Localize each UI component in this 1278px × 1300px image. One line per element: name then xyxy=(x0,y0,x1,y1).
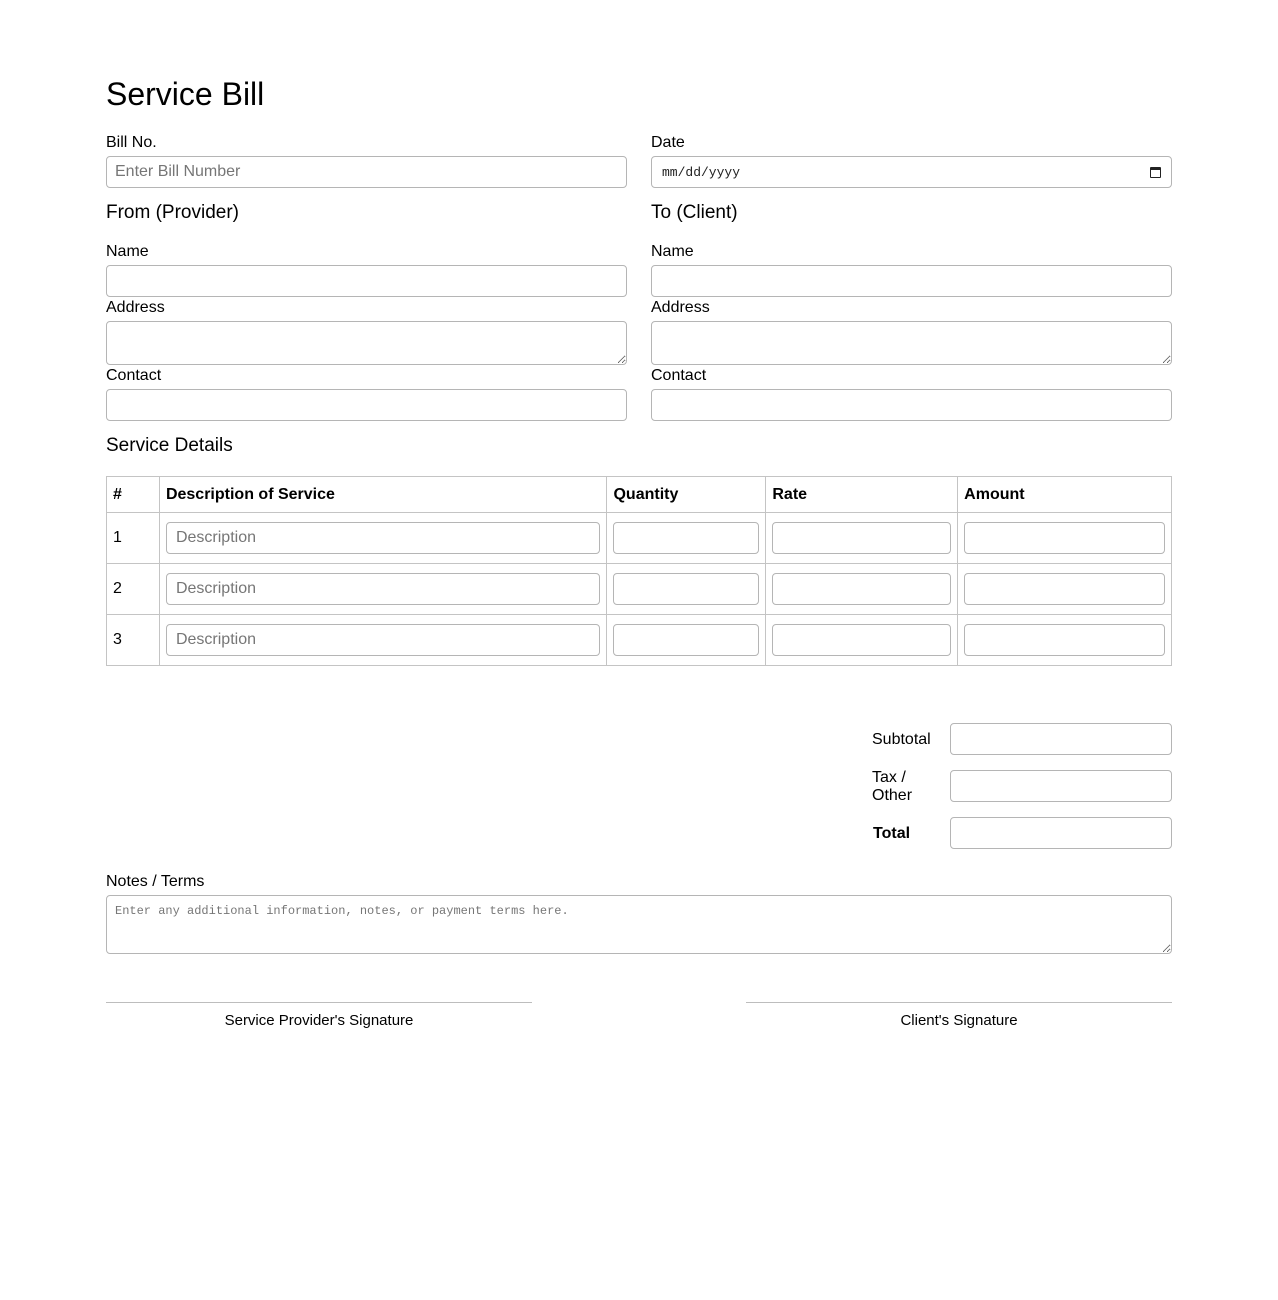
notes-label: Notes / Terms xyxy=(106,873,205,890)
total-label: Total xyxy=(873,825,911,842)
col-description: Description of Service xyxy=(159,477,607,513)
date-label: Date xyxy=(651,134,685,151)
tax-label-line2: Other xyxy=(872,787,913,804)
from-heading: From (Provider) xyxy=(106,202,240,223)
to-name-label: Name xyxy=(651,243,694,260)
to-address-label: Address xyxy=(651,299,710,316)
subtotal-input[interactable] xyxy=(950,723,1172,755)
total-input[interactable] xyxy=(950,817,1172,849)
rate-input[interactable] xyxy=(772,624,951,656)
rate-input[interactable] xyxy=(772,522,951,554)
client-signature-line xyxy=(746,1002,1172,1003)
table-header-row xyxy=(107,477,1172,513)
from-contact-label: Contact xyxy=(106,367,162,384)
subtotal-label: Subtotal xyxy=(872,731,931,748)
quantity-input[interactable] xyxy=(613,624,759,656)
service-details-heading: Service Details xyxy=(106,435,233,456)
bill-no-label: Bill No. xyxy=(106,134,157,151)
col-number: # xyxy=(107,477,160,513)
to-heading: To (Client) xyxy=(651,202,738,223)
tax-label-line1: Tax / xyxy=(872,769,906,786)
from-contact-input[interactable] xyxy=(106,389,627,421)
amount-input[interactable] xyxy=(964,522,1165,554)
from-name-input[interactable] xyxy=(106,265,627,297)
amount-input[interactable] xyxy=(964,624,1165,656)
to-address-textarea[interactable] xyxy=(651,321,1172,365)
calendar-icon[interactable] xyxy=(1150,167,1161,178)
to-contact-input[interactable] xyxy=(651,389,1172,421)
col-quantity: Quantity xyxy=(607,477,766,513)
row-number: 3 xyxy=(107,615,160,666)
rate-input[interactable] xyxy=(772,573,951,605)
description-input[interactable] xyxy=(166,522,601,554)
quantity-input[interactable] xyxy=(613,573,759,605)
from-name-label: Name xyxy=(106,243,149,260)
from-address-textarea[interactable] xyxy=(106,321,627,365)
amount-input[interactable] xyxy=(964,573,1165,605)
tax-label xyxy=(872,769,912,805)
table-row xyxy=(107,615,1172,666)
page-title: Service Bill xyxy=(106,76,265,112)
table-row xyxy=(107,564,1172,615)
quantity-input[interactable] xyxy=(613,522,759,554)
client-signature-label: Client's Signature xyxy=(900,1012,1018,1029)
provider-signature-label: Service Provider's Signature xyxy=(224,1012,414,1029)
col-rate: Rate xyxy=(766,477,958,513)
bill-no-input[interactable] xyxy=(106,156,627,188)
date-placeholder: mm/dd/yyyy xyxy=(662,164,741,180)
from-address-label: Address xyxy=(106,299,165,316)
description-input[interactable] xyxy=(166,573,601,605)
col-amount: Amount xyxy=(958,477,1172,513)
row-number: 1 xyxy=(107,513,160,564)
notes-textarea[interactable] xyxy=(106,895,1172,954)
row-number: 2 xyxy=(107,564,160,615)
date-input[interactable] xyxy=(651,156,1172,188)
description-input[interactable] xyxy=(166,624,601,656)
service-table xyxy=(106,476,1172,666)
to-name-input[interactable] xyxy=(651,265,1172,297)
table-row xyxy=(107,513,1172,564)
tax-input[interactable] xyxy=(950,770,1172,802)
to-contact-label: Contact xyxy=(651,367,707,384)
provider-signature-line xyxy=(106,1002,532,1003)
